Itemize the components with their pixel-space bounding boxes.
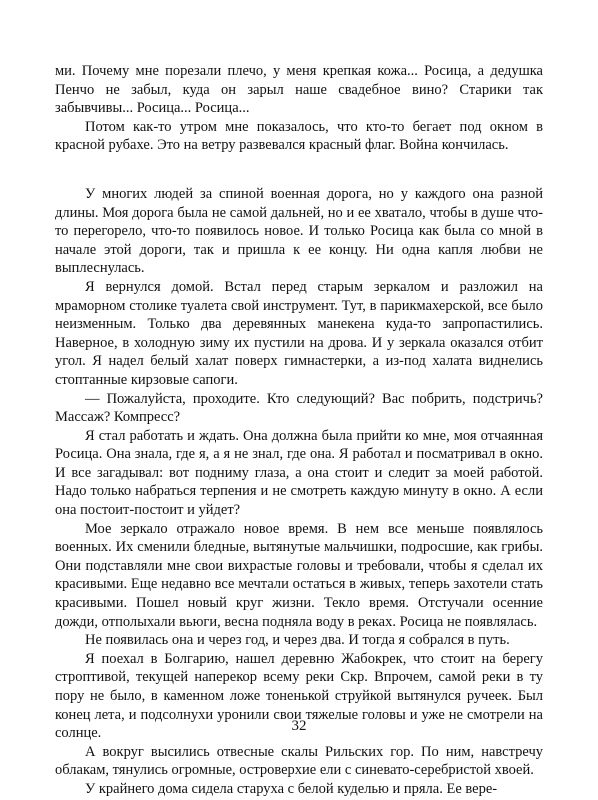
- paragraph: Я стал работать и ждать. Она должна была прийти ко мне, моя отчаянная Росица. Она знала, где я, а я не знал, где она. Я работал и посматривал в окно. И все загадывал: вот подниму глаза, а она стоит и следит за моей работой. Надо только набраться терпения и не смотреть каждую минуту в окно. А если она постоит-постоит и уйдет?: [55, 427, 543, 519]
- paragraph: — Пожалуйста, проходите. Кто следующий? Вас побрить, подстричь? Массаж? Компресс?: [55, 390, 543, 426]
- section-break: [55, 155, 543, 185]
- paragraph: Я поехал в Болгарию, нашел деревню Жабокрек, что стоит на берегу строптивой, текущей наперекор всему реки Скр. Впрочем, самой реки в ту пору не было, в каменном ложе тоненькой струйкой вытянулся ручеек. Был конец лета, и подсолнухи уронили свои тяжелые головы и уже не смотрели на солнце.: [55, 650, 543, 742]
- paragraph: У крайнего дома сидела старуха с белой куделью и пряла. Ее вере-: [85, 780, 498, 797]
- paragraph: Не появилась она и через год, и через два. И тогда я собрался в путь.: [85, 632, 510, 649]
- page-number: 32: [291, 718, 307, 734]
- paragraph: Я вернулся домой. Встал перед старым зеркалом и разложил на мраморном столике туалета свой инструмент. Тут, в парикмахерской, все было неизменным. Только два деревянных манекена куда-то запропастились. Наверное, в холодную зиму их пустили на дрова. И у зеркала оказался отбит угол. Я надел белый халат поверх гимнастерки, а из-под халата виднелись стоптанные кирзовые сапоги.: [55, 278, 543, 388]
- paragraph: А вокруг высились отвесные скалы Рильских гор. По ним, навстречу облакам, тянулись огромные, островерхие ели с синевато-серебристой хвоей.: [55, 743, 543, 779]
- paragraph: Потом как-то утром мне показалось, что кто-то бегает под окном в красной рубахе. Это на ветру развевался красный флаг. Война кончилась.: [55, 118, 543, 154]
- paragraph: У многих людей за спиной военная дорога, но у каждого она разной длины. Моя дорога была не самой дальней, но и ее хватало, чтобы в душе что-то перегорело, что-то появилось новое. И только Росица как была со мной в начале этой дороги, так и пришла к ее концу. Ни одна капля любви не выплеснулась.: [55, 185, 543, 277]
- page-body: [55, 62, 543, 799]
- paragraph: ми. Почему мне порезали плечо, у меня крепкая кожа... Росица, а дедушка Пенчо не забыл, куда он зарыл наше свадебное вино? Старики так забывчивы... Росица... Росица...: [55, 63, 543, 117]
- paragraph: Мое зеркало отражало новое время. В нем все меньше появлялось военных. Их сменили бледные, вытянутые мальчишки, подросшие, как грибы. Они подставляли мне свои вихрастые головы и требовали, чтобы я сделал их красивыми. Еще недавно все мечтали остаться в живых, теперь захотели стать красивыми. Пошел новый круг жизни. Текло время. Отстучали осенние дожди, отполыхали вьюги, весна подняла воду в реках. Росица не появлялась.: [55, 520, 543, 630]
